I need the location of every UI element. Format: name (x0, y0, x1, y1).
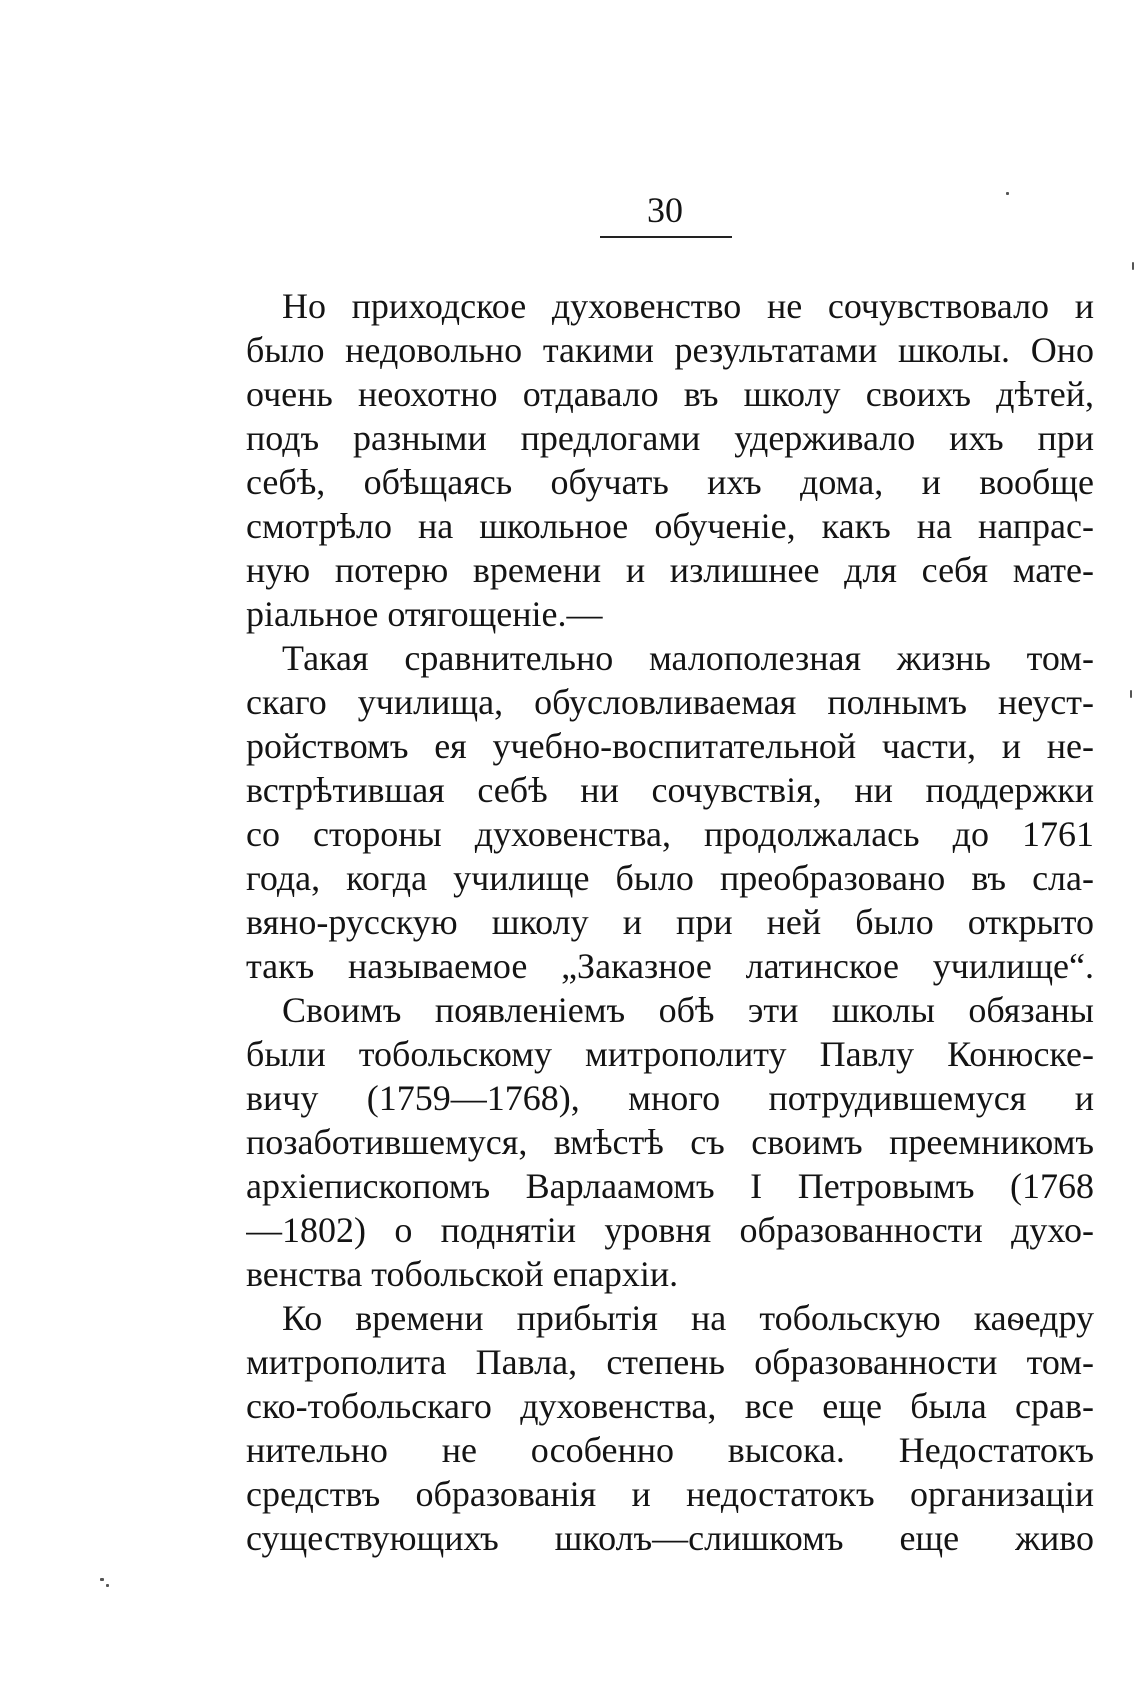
text-line: ріальное отягощеніе.— (246, 594, 603, 634)
text-line: митрополита Павла, степень образованности том- (246, 1342, 1094, 1382)
paragraph (246, 636, 1094, 988)
text-line: было недовольно такими результатами школы. Оно (246, 330, 1094, 370)
body-text (246, 284, 1094, 1560)
text-line: —1802) о поднятіи уровня образованности духо- (246, 1210, 1094, 1250)
scan-speck (100, 1578, 104, 1581)
text-line: очень неохотно отдавало въ школу своихъ дѣтей, (246, 374, 1094, 414)
page-number-rule (600, 236, 732, 238)
text-line: нительно не особенно высока. Недостатокъ (246, 1430, 1094, 1470)
text-line: Но приходское духовенство не сочувствовало и (282, 286, 1094, 326)
text-line: архіепископомъ Варлаамомъ I Петровымъ (1768 (246, 1166, 1094, 1206)
text-line: года, когда училище было преобразовано въ сла- (246, 858, 1094, 898)
text-line: ско-тобольскаго духовенства, все еще была срав- (246, 1386, 1094, 1426)
text-line: вичу (1759—1768), много потрудившемуся и (246, 1078, 1094, 1118)
text-line: Своимъ появленіемъ обѣ эти школы обязаны (282, 990, 1094, 1030)
scan-speck (106, 1584, 109, 1587)
text-line: ную потерю времени и излишнее для себя мате- (246, 550, 1094, 590)
scan-speck (1130, 690, 1132, 698)
text-line: были тобольскому митрополиту Павлу Конюске- (246, 1034, 1094, 1074)
text-line: себѣ, обѣщаясь обучать ихъ дома, и вообще (246, 462, 1094, 502)
text-line: ройствомъ ея учебно-воспитательной части, и не- (246, 726, 1094, 766)
page-number: 30 (647, 190, 683, 230)
text-line: Такая сравнительно малополезная жизнь том- (282, 638, 1094, 678)
text-line: подъ разными предлогами удерживало ихъ при (246, 418, 1094, 458)
text-line: смотрѣло на школьное обученіе, какъ на напрас- (246, 506, 1094, 546)
text-line: со стороны духовенства, продолжалась до 1761 (246, 814, 1094, 854)
text-line: средствъ образованія и недостатокъ организаціи (246, 1474, 1094, 1514)
scan-speck (1132, 262, 1134, 270)
text-line: венства тобольской епархіи. (246, 1254, 679, 1294)
paragraph (246, 1296, 1094, 1560)
text-line: скаго училища, обусловливаемая полнымъ неуст- (246, 682, 1094, 722)
text-line: Ко времени прибытія на тобольскую каѳедру (282, 1298, 1094, 1338)
paragraph (246, 284, 1094, 636)
text-line: существующихъ школъ—слишкомъ еще живо (246, 1518, 1094, 1558)
paragraph (246, 988, 1094, 1296)
text-line: такъ называемое „Заказное латинское училище“. (246, 946, 1094, 986)
text-line: встрѣтившая себѣ ни сочувствія, ни поддержки (246, 770, 1094, 810)
scan-speck (1006, 192, 1009, 195)
text-line: вяно-русскую школу и при ней было открыто (246, 902, 1094, 942)
text-line: позаботившемуся, вмѣстѣ съ своимъ преемникомъ (246, 1122, 1094, 1162)
